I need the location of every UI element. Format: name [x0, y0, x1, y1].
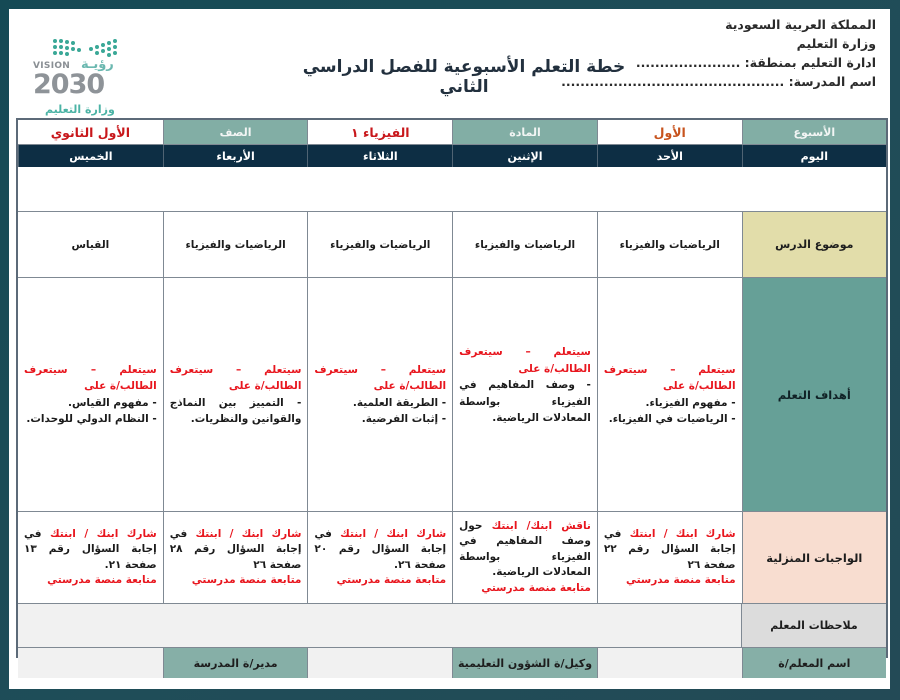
homework-lead: ناقش ابنك/ ابنتك — [491, 519, 591, 532]
class-label: الصف — [163, 120, 308, 145]
homework-lead: شارك ابنك / ابنتك — [340, 527, 447, 540]
learning-goals-row — [18, 278, 886, 512]
blank-row — [18, 167, 886, 212]
day-thursday: الخميس — [18, 145, 163, 167]
principal-field[interactable] — [18, 648, 163, 678]
homework-follow-up: متابعة منصة مدرستي — [191, 574, 302, 586]
week-value[interactable]: الأول — [597, 120, 742, 145]
homework-label: الواجبات المنزلية — [742, 512, 886, 604]
lesson-topic-thursday[interactable]: القياس — [18, 212, 163, 278]
homework-lead: شارك ابنك / ابنتك — [195, 527, 302, 540]
learning-goals-thursday[interactable] — [18, 278, 163, 512]
principal-label: مدير/ة المدرسة — [163, 648, 308, 678]
goals-intro: سيتعلم – سيتعرف الطالب/ة على — [169, 363, 302, 392]
homework-text: في إجابة السؤال رقم ١٣ صفحة ٢١. — [23, 527, 157, 571]
goals-intro: سيتعلم – سيتعرف الطالب/ة على — [314, 363, 447, 392]
goal-item: - الرياضيات في الفيزياء. — [608, 413, 736, 425]
info-row — [18, 120, 886, 145]
subject-label: المادة — [452, 120, 597, 145]
learning-goals-sunday[interactable] — [597, 278, 742, 512]
teacher-notes-row — [18, 604, 886, 648]
day-monday: الإثنين — [452, 145, 597, 167]
teacher-notes-field[interactable] — [18, 604, 741, 648]
homework-monday[interactable] — [452, 512, 597, 604]
school-field: اسم المدرسة: ............................................... — [561, 74, 876, 89]
learning-goals-wednesday[interactable] — [163, 278, 308, 512]
homework-text: حول وصف المفاهيم في الفيزياء بواسطة المعادلات الرياضية. — [459, 519, 591, 579]
weekly-plan-page — [9, 9, 890, 689]
homework-follow-up: متابعة منصة مدرستي — [47, 574, 157, 586]
logo-ministry: وزارة التعليم — [45, 103, 115, 116]
homework-wednesday[interactable] — [163, 512, 308, 604]
lesson-topic-tuesday[interactable]: الرياضيات والفيزياء — [307, 212, 452, 278]
goal-item: - إثبات الفرضية. — [361, 413, 447, 425]
lesson-topic-monday[interactable]: الرياضيات والفيزياء — [452, 212, 597, 278]
page-title: خطة التعلم الأسبوعية للفصل الدراسي الثاني — [302, 57, 626, 97]
teacher-name-label: اسم المعلم/ة — [742, 648, 886, 678]
homework-text: في إجابة السؤال رقم ٢٠ صفحة ٢٦. — [314, 527, 447, 571]
goal-item: - التمييز بين النماذج والقوانين والنظريات. — [169, 396, 302, 425]
region-field: ادارة التعليم بمنطقة: ...................... — [635, 55, 876, 70]
learning-goals-label: أهداف التعلم — [742, 278, 886, 512]
lesson-topic-sunday[interactable]: الرياضيات والفيزياء — [597, 212, 742, 278]
deputy-field[interactable] — [307, 648, 452, 678]
homework-lead: شارك ابنك / ابنتك — [49, 527, 157, 540]
homework-follow-up: متابعة منصة مدرستي — [481, 581, 591, 594]
lesson-topic-label: موضوع الدرس — [742, 212, 886, 278]
signatures-row — [18, 648, 886, 678]
homework-text: في إجابة السؤال رقم ٢٢ صفحة ٢٦ — [603, 527, 736, 571]
country-name: المملكة العربية السعودية — [725, 17, 876, 32]
goals-intro: سيتعلم – سيتعرف الطالب/ة على — [23, 363, 157, 392]
homework-follow-up: متابعة منصة مدرستي — [625, 574, 736, 586]
deputy-label: وكيل/ة الشؤون التعليمية — [452, 648, 597, 678]
homework-sunday[interactable] — [597, 512, 742, 604]
goals-intro: سيتعلم – سيتعرف الطالب/ة على — [459, 346, 591, 375]
day-wednesday: الأربعاء — [163, 145, 308, 167]
goal-item: - مفهوم القياس. — [67, 396, 157, 409]
ministry-name: وزارة التعليم — [796, 36, 876, 51]
weekly-plan-table — [16, 118, 888, 670]
days-row — [18, 145, 886, 167]
vision-2030-logo — [23, 33, 133, 116]
logo-vision-text: VISION — [33, 61, 71, 71]
class-value[interactable]: الأول الثانوي — [18, 120, 163, 145]
homework-lead: شارك ابنك / ابنتك — [629, 527, 736, 540]
goals-intro: سيتعلم – سيتعرف الطالب/ة على — [603, 363, 736, 392]
goal-item: - مفهوم الفيزياء. — [645, 396, 736, 409]
subject-value[interactable]: الفيزياء ١ — [307, 120, 452, 145]
goal-item: - وصف المفاهيم في الفيزياء بواسطة المعادلات الرياضية. — [459, 379, 591, 424]
lesson-topic-row — [18, 212, 886, 278]
goal-item: - النظام الدولي للوحدات. — [26, 413, 157, 425]
logo-year: 2030 — [33, 69, 105, 100]
week-label: الأسبوع — [742, 120, 886, 145]
learning-goals-tuesday[interactable] — [307, 278, 452, 512]
learning-goals-monday[interactable] — [452, 278, 597, 512]
lesson-topic-wednesday[interactable]: الرياضيات والفيزياء — [163, 212, 308, 278]
day-sunday: الأحد — [597, 145, 742, 167]
homework-follow-up: متابعة منصة مدرستي — [336, 574, 447, 586]
goal-item: - الطريقة العلمية. — [352, 396, 447, 409]
day-header-label: اليوم — [742, 145, 886, 167]
homework-tuesday[interactable] — [307, 512, 452, 604]
day-tuesday: الثلاثاء — [307, 145, 452, 167]
homework-row — [18, 512, 886, 604]
teacher-name-field[interactable] — [597, 648, 742, 678]
homework-text: في إجابة السؤال رقم ٢٨ صفحة ٢٦ — [169, 527, 302, 571]
logo-vision-ar-text: رؤيـة — [81, 57, 114, 72]
homework-thursday[interactable] — [18, 512, 163, 604]
teacher-notes-label: ملاحظات المعلم — [741, 604, 886, 648]
